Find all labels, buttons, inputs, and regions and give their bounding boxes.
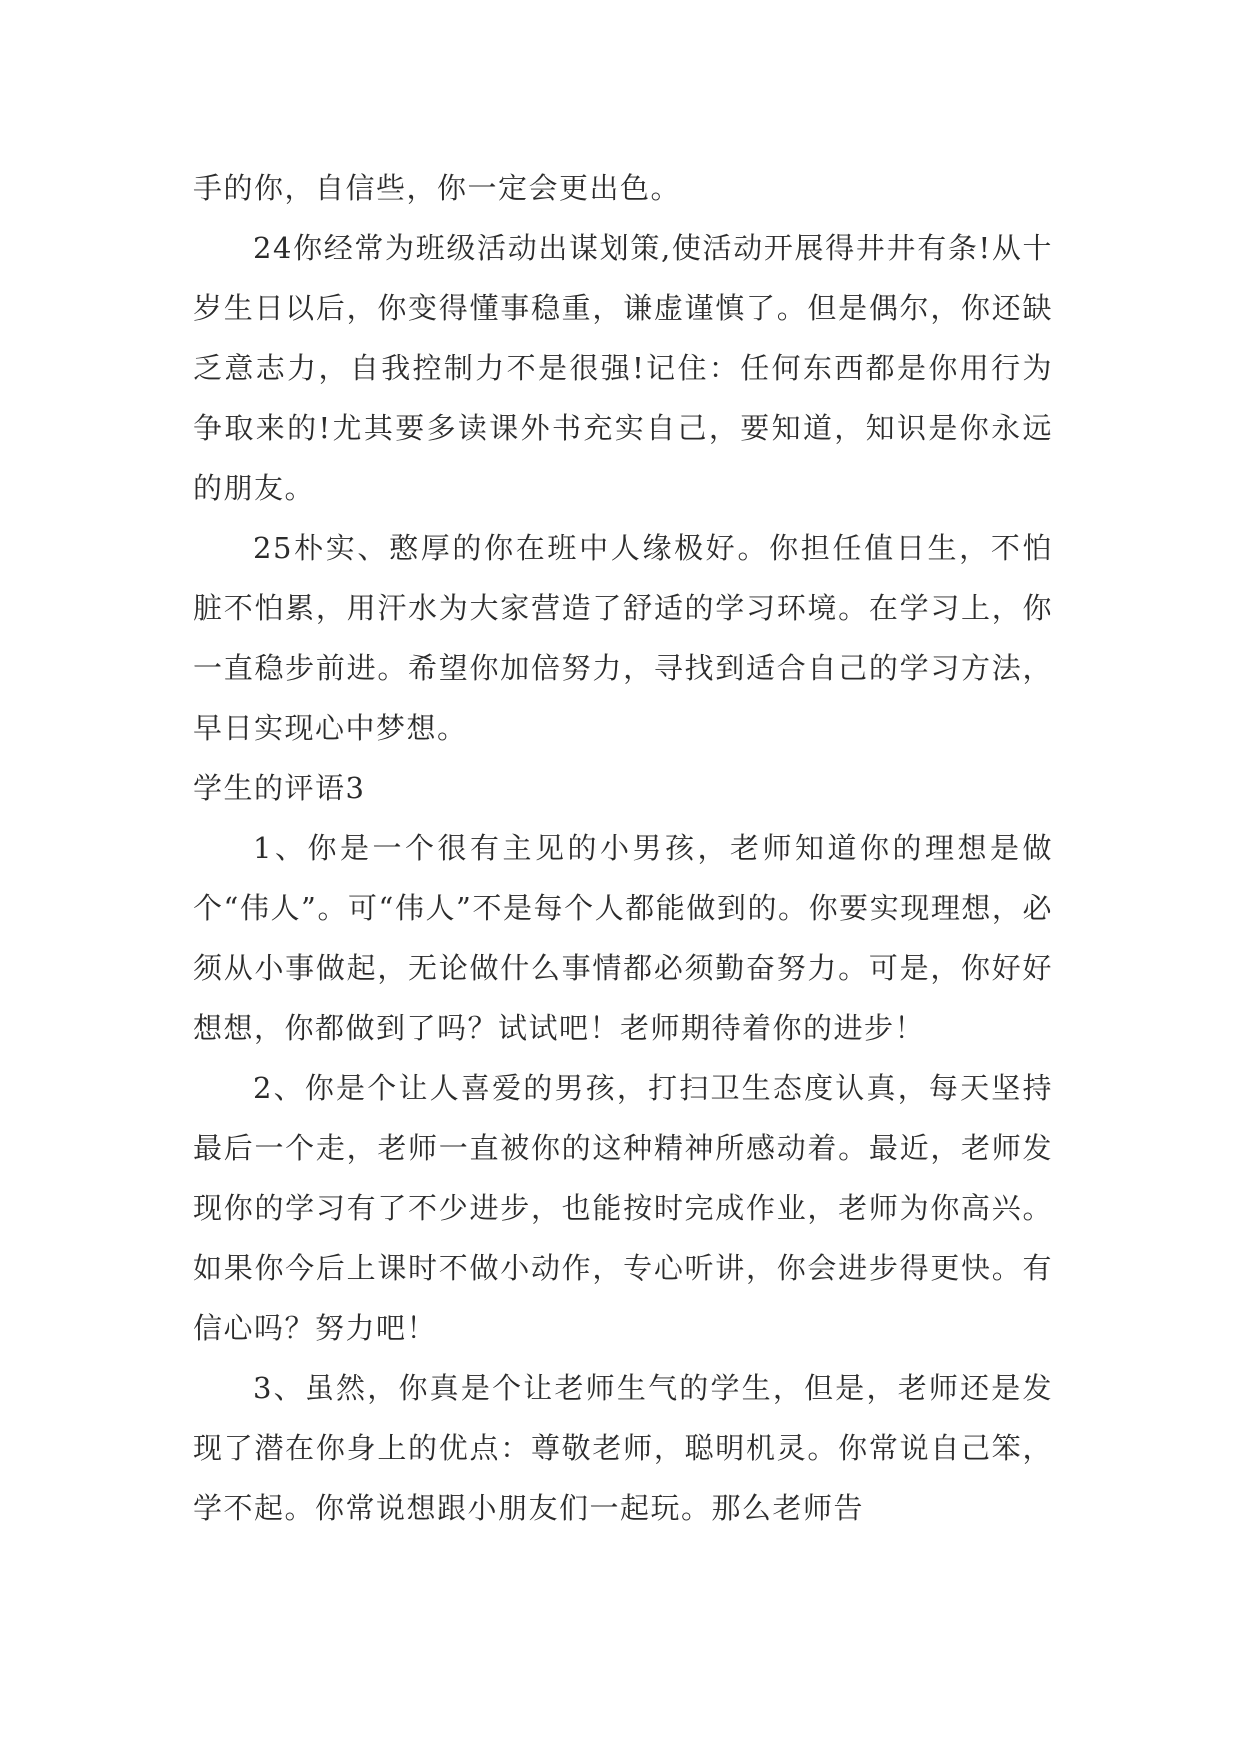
- paragraph-comment-24: 24你经常为班级活动出谋划策,使活动开展得井井有条!从十岁生日以后，你变得懂事稳重，谦虚谨慎了。但是偶尔，你还缺乏意志力，自我控制力不是很强!记住：任何东西都是你用行为争取来的!尤其要多读课外书充实自己，要知道，知识是你永远的朋友。: [193, 231, 1053, 505]
- paragraph-comment-25: 25朴实、憨厚的你在班中人缘极好。你担任值日生，不怕脏不怕累，用汗水为大家营造了舒适的学习环境。在学习上，你一直稳步前进。希望你加倍努力，寻找到适合自己的学习方法，早日实现心中梦想。: [193, 531, 1053, 745]
- paragraph-comment-2: 2、你是个让人喜爱的男孩，打扫卫生态度认真，每天坚持最后一个走，老师一直被你的这种精神所感动着。最近，老师发现你的学习有了不少进步，也能按时完成作业，老师为你高兴。如果你今后上课时不做小动作，专心听讲，你会进步得更快。有信心吗？努力吧！: [193, 1071, 1053, 1345]
- paragraph-comment-3: 3、虽然，你真是个让老师生气的学生，但是，老师还是发现了潜在你身上的优点：尊敬老师，聪明机灵。你常说自己笨，学不起。你常说想跟小朋友们一起玩。那么老师告: [193, 1371, 1053, 1525]
- document-body: [193, 158, 1053, 1538]
- section-title: 学生的评语3: [193, 771, 366, 805]
- paragraph-continuation: 手的你，自信些，你一定会更出色。: [193, 171, 682, 205]
- paragraph-comment-1: 1、你是一个很有主见的小男孩，老师知道你的理想是做个“伟人”。可“伟人”不是每个人都能做到的。你要实现理想，必须从小事做起，无论做什么事情都必须勤奋努力。可是，你好好想想，你都做到了吗？试试吧！老师期待着你的进步！: [193, 831, 1053, 1045]
